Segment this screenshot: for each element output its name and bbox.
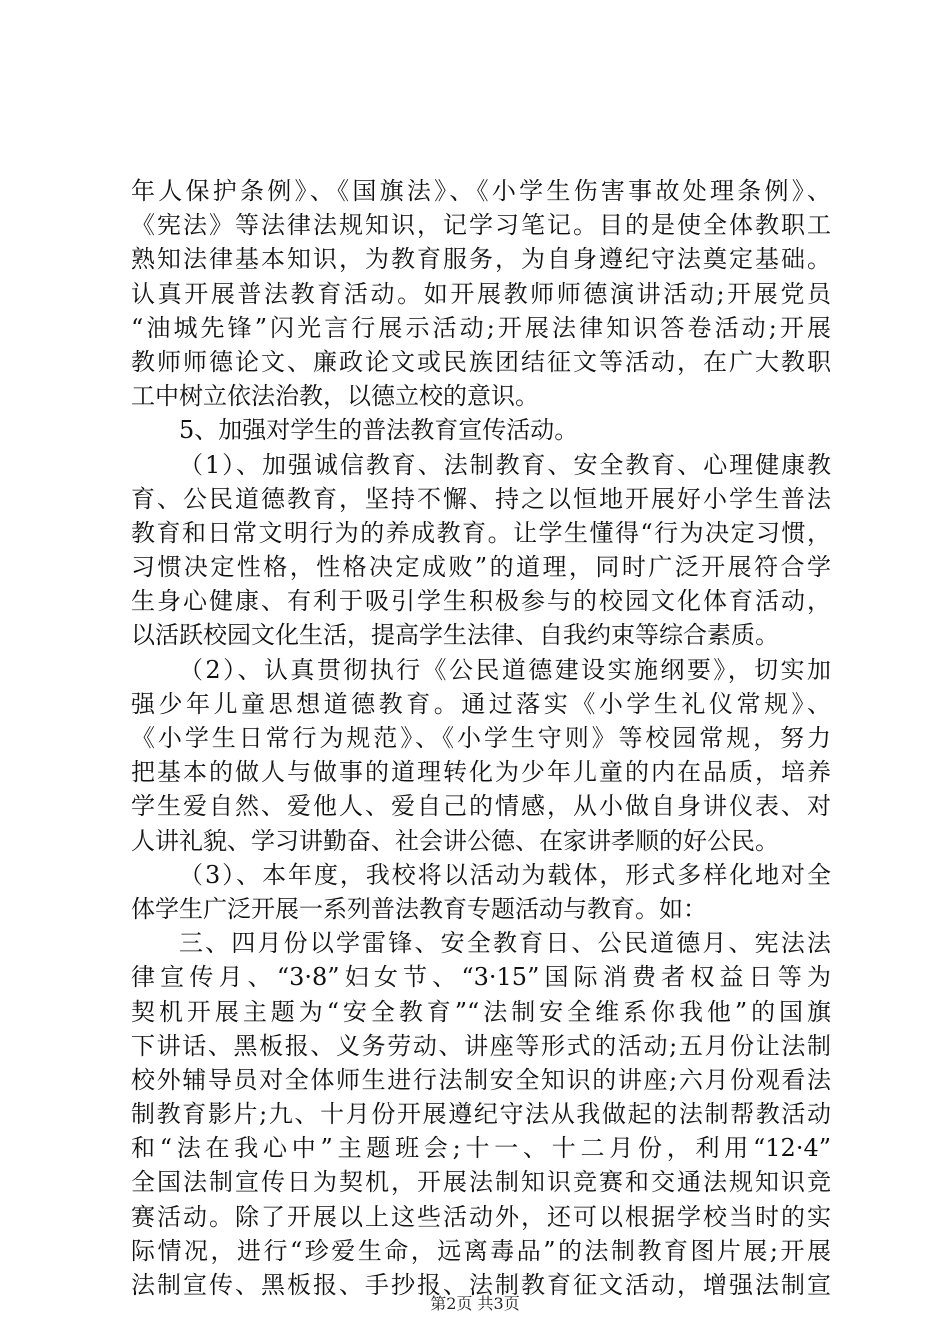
text-line: 下讲话、黑板报、义务劳动、讲座等形式的活动;五月份让法制 — [131, 1031, 831, 1060]
body-text — [131, 174, 831, 1302]
page-footer: 第2页 共3页 — [430, 1294, 520, 1313]
text-line: 熟知法律基本知识，为教育服务，为自身遵纪守法奠定基础。 — [131, 245, 831, 274]
text-line: 把基本的做人与做事的道理转化为少年儿童的内在品质，培养 — [131, 758, 831, 787]
text-line: 人讲礼貌、学习讲勤奋、社会讲公德、在家讲孝顺的好公民。 — [131, 826, 779, 855]
text-line: 《宪法》等法律法规知识，记学习笔记。目的是使全体教职工 — [131, 211, 831, 240]
text-line: （1）、加强诚信教育、法制教育、安全教育、心理健康教 — [179, 450, 831, 479]
text-line: 契机开展主题为“安全教育”“法制安全维系你我他”的国旗 — [131, 997, 831, 1026]
text-line: 赛活动。除了开展以上这些活动外，还可以根据学校当时的实 — [131, 1202, 831, 1231]
text-line: 三、四月份以学雷锋、安全教育日、公民道德月、宪法法 — [179, 929, 831, 958]
text-line: 《小学生日常行为规范》、《小学生守则》等校园常规，努力 — [131, 724, 831, 752]
text-line: 体学生广泛开展一系列普法教育专题活动与教育。如： — [131, 894, 707, 923]
text-line: 5、加强对学生的普法教育宣传活动。 — [179, 416, 579, 445]
text-line: 认真开展普法教育活动。如开展教师师德演讲活动;开展党员 — [131, 279, 831, 308]
text-line: （3）、本年度，我校将以活动为载体，形式多样化地对全 — [179, 860, 831, 889]
text-line: 习惯决定性格，性格决定成败”的道理，同时广泛开展符合学 — [131, 553, 831, 582]
text-line: 律宣传月、“3·8”妇女节、“3·15”国际消费者权益日等为 — [131, 963, 831, 992]
text-line: 全国法制宣传日为契机，开展法制知识竞赛和交通法规知识竞 — [131, 1168, 831, 1197]
text-line: 工中树立依法治教，以德立校的意识。 — [131, 382, 539, 411]
text-line: 和“法在我心中”主题班会;十一、十二月份，利用“12·4” — [131, 1134, 831, 1163]
text-line: 教育和日常文明行为的养成教育。让学生懂得“行为决定习惯， — [131, 518, 831, 547]
text-line: 年人保护条例》、《国旗法》、《小学生伤害事故处理条例》、 — [131, 177, 831, 205]
text-line: 制教育影片;九、十月份开展遵纪守法从我做起的法制帮教活动 — [131, 1100, 831, 1129]
text-line: 学生爱自然、爱他人、爱自己的情感，从小做自身讲仪表、对 — [131, 792, 831, 821]
text-line: “油城先锋”闪光言行展示活动;开展法律知识答卷活动;开展 — [131, 313, 831, 342]
text-line: 际情况，进行“珍爱生命，远离毒品”的法制教育图片展;开展 — [131, 1236, 831, 1265]
text-line: 以活跃校园文化生活，提高学生法律、自我约束等综合素质。 — [131, 621, 779, 650]
text-line: 教师师德论文、廉政论文或民族团结征文等活动，在广大教职 — [131, 347, 831, 376]
text-line: （2）、认真贯彻执行《公民道德建设实施纲要》，切实加 — [179, 655, 831, 684]
text-line: 生身心健康、有利于吸引学生积极参与的校园文化体育活动， — [131, 587, 831, 616]
text-line: 育、公民道德教育，坚持不懈、持之以恒地开展好小学生普法 — [131, 484, 831, 513]
text-line: 法制宣传、黑板报、手抄报、法制教育征文活动，增强法制宣 — [131, 1271, 831, 1299]
text-line: 校外辅导员对全体师生进行法制安全知识的讲座;六月份观看法 — [131, 1065, 831, 1094]
text-line: 强少年儿童思想道德教育。通过落实《小学生礼仪常规》、 — [131, 689, 831, 718]
